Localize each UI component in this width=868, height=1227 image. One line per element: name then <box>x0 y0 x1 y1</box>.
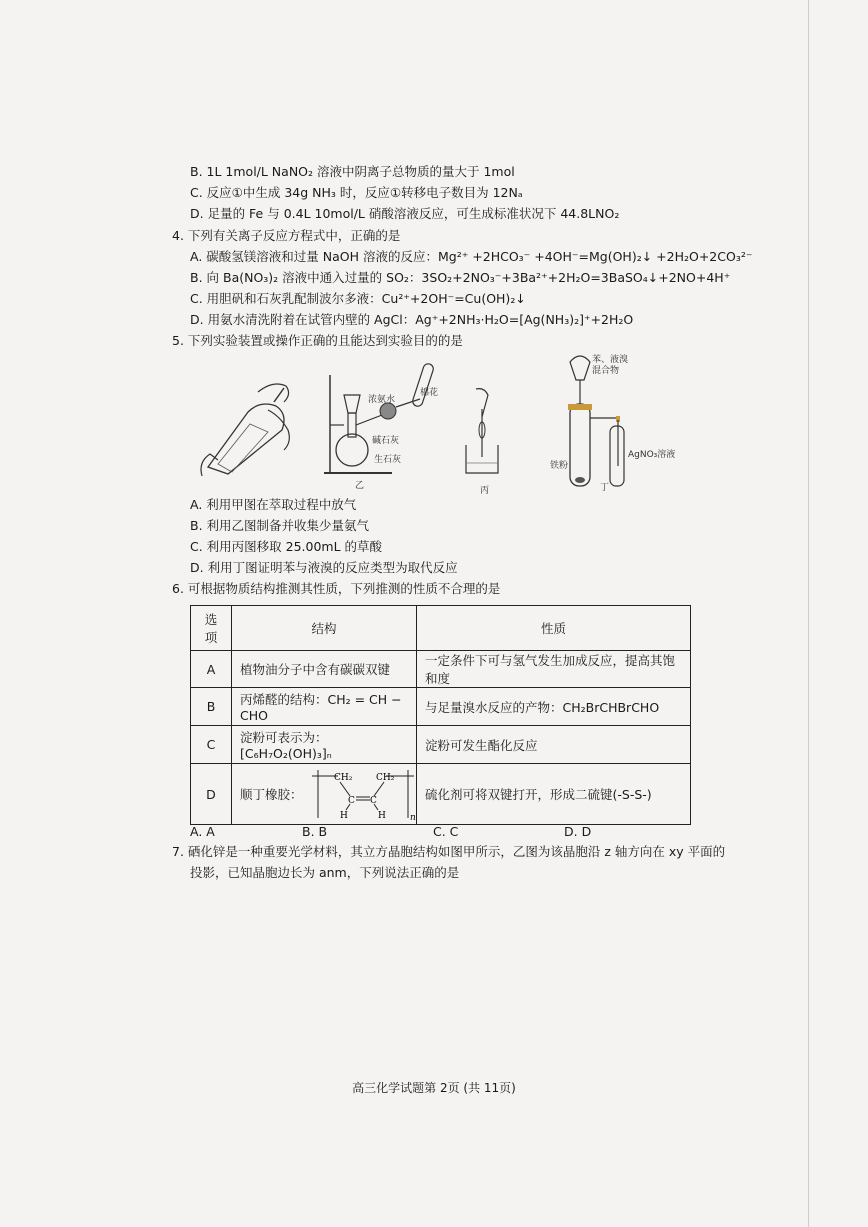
q3-option-c: C. 反应①中生成 34g NH₃ 时，反应①转移电子数目为 12Nₐ <box>190 185 523 200</box>
header-structure: 结构 <box>232 606 417 651</box>
cis-polybutadiene-formula <box>312 766 422 822</box>
label-tiefen: 铁粉 <box>550 461 569 471</box>
header-property: 性质 <box>417 606 691 651</box>
row-structure: 顺丁橡胶： <box>240 787 303 802</box>
row-structure-cell <box>232 764 417 825</box>
formula-h-right: H <box>378 811 386 821</box>
table-row <box>191 688 691 726</box>
row-structure: 丙烯醛的结构：CH₂ = CH − CHO <box>232 688 417 726</box>
formula-ch2-left: CH₂ <box>334 773 353 783</box>
page-edge-line <box>808 0 809 1227</box>
label-nong-anshui: 浓氨水 <box>368 395 396 405</box>
q3-option-b: B. 1L 1mol/L NaNO₂ 溶液中阴离子总物质的量大于 1mol <box>190 164 515 179</box>
row-option: C <box>191 726 232 764</box>
q4-stem: 4. 下列有关离子反应方程式中，正确的是 <box>172 228 401 243</box>
q4-option-b: B. 向 Ba(NO₃)₂ 溶液中通入过量的 SO₂：3SO₂+2NO₃⁻+3Ba²⁺+2H₂O=3BaSO₄↓+2NO+4H⁺ <box>190 270 731 285</box>
formula-c-right: C <box>370 796 377 806</box>
label-jianshihui: 碱石灰 <box>372 436 400 446</box>
label-agno3: AgNO₃溶液 <box>628 450 676 460</box>
label-ding: 丁 <box>600 483 610 493</box>
row-structure: 淀粉可表示为：[C₆H₇O₂(OH)₃]ₙ <box>232 726 417 764</box>
label-bing: 丙 <box>480 486 490 496</box>
row-option: D <box>191 764 232 825</box>
label-shengshihui: 生石灰 <box>374 455 402 465</box>
q5-option-d: D. 利用丁图证明苯与液溴的反应类型为取代反应 <box>190 560 458 575</box>
formula-ch2-right: CH₂ <box>376 773 395 783</box>
header-option: 选项 <box>191 606 232 651</box>
row-option: A <box>191 651 232 688</box>
figure-jia-separatory-funnel <box>188 372 298 482</box>
label-yi: 乙 <box>355 481 365 491</box>
row-property: 淀粉可发生酯化反应 <box>417 726 691 764</box>
label-ben-yexiu: 苯、液溴 <box>592 355 629 365</box>
figure-bing-pipette <box>458 385 508 480</box>
table-row <box>191 764 691 825</box>
page-footer: 高三化学试题第 2页 (共 11页) <box>352 1081 516 1095</box>
q7-line2: 投影，已知晶胞边长为 anm，下列说法正确的是 <box>190 865 460 880</box>
q4-option-c: C. 用胆矾和石灰乳配制波尔多液：Cu²⁺+2OH⁻=Cu(OH)₂↓ <box>190 291 526 306</box>
table-row <box>191 651 691 688</box>
row-property: 一定条件下可与氢气发生加成反应，提高其饱和度 <box>417 651 691 688</box>
formula-n: n <box>410 813 416 822</box>
q5-stem: 5. 下列实验装置或操作正确的且能达到实验目的的是 <box>172 333 463 348</box>
q3-option-d: D. 足量的 Fe 与 0.4L 10mol/L 硝酸溶液反应，可生成标准状况下 44.8LNO₂ <box>190 206 620 221</box>
row-property: 与足量溴水反应的产物：CH₂BrCHBrCHO <box>417 688 691 726</box>
q5-option-a: A. 利用甲图在萃取过程中放气 <box>190 497 357 512</box>
q4-option-a: A. 碳酸氢镁溶液和过量 NaOH 溶液的反应：Mg²⁺ +2HCO₃⁻ +4OH⁻=Mg(OH)₂↓ +2H₂O+2CO₃²⁻ <box>190 249 753 264</box>
q7-line1: 7. 硒化锌是一种重要光学材料，其立方晶胞结构如图甲所示，乙图为该晶胞沿 z 轴方向在 xy 平面的 <box>172 844 726 859</box>
q5-option-c: C. 利用丙图移取 25.00mL 的草酸 <box>190 539 383 554</box>
q6-structure-property-table <box>190 605 691 825</box>
q6-stem: 6. 可根据物质结构推测其性质，下列推测的性质不合理的是 <box>172 581 501 596</box>
q4-option-d: D. 用氨水清洗附着在试管内壁的 AgCl：Ag⁺+2NH₃·H₂O=[Ag(NH₃)₂]⁺+2H₂O <box>190 312 634 327</box>
table-row <box>191 726 691 764</box>
q6-answer-a: A. A <box>190 824 215 839</box>
row-property: 硫化剂可将双键打开，形成二硫键(-S-S-) <box>417 764 691 825</box>
label-mianhua: 棉花 <box>420 388 439 398</box>
q6-answer-b: B. B <box>302 824 328 839</box>
q6-answer-c: C. C <box>433 824 459 839</box>
formula-h-left: H <box>340 811 348 821</box>
label-hunhewu: 混合物 <box>592 366 620 376</box>
table-header-row <box>191 606 691 651</box>
row-structure: 植物油分子中含有碳碳双键 <box>232 651 417 688</box>
q6-answer-d: D. D <box>564 824 592 839</box>
q5-option-b: B. 利用乙图制备并收集少量氨气 <box>190 518 370 533</box>
formula-c-left: C <box>348 796 355 806</box>
row-option: B <box>191 688 232 726</box>
